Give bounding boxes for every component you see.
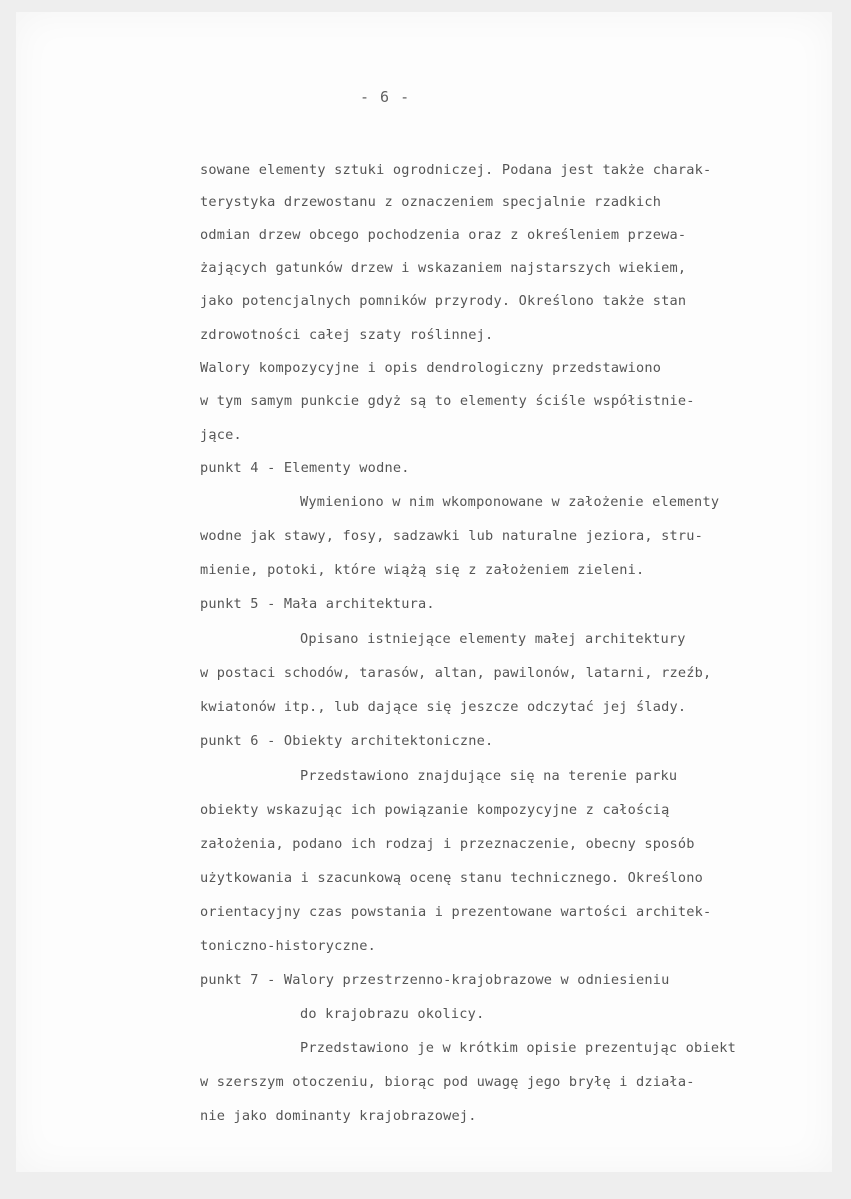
text-line: nie jako dominanty krajobrazowej. [200, 1108, 477, 1124]
text-line: toniczno-historyczne. [200, 938, 377, 954]
text-line: mienie, potoki, które wiążą się z założeniem zieleni. [200, 562, 645, 578]
text-line: założenia, podano ich rodzaj i przeznaczenie, obecny sposób [200, 836, 695, 852]
text-line: do krajobrazu okolicy. [300, 1006, 485, 1022]
section-heading-point-4: punkt 4 - Elementy wodne. [200, 460, 410, 476]
document-page [16, 12, 832, 1172]
text-line: orientacyjny czas powstania i prezentowane wartości architek- [200, 904, 712, 920]
page-number: - 6 - [360, 88, 411, 106]
text-line: użytkowania i szacunkową ocenę stanu technicznego. Określono [200, 870, 704, 886]
text-line: terystyka drzewostanu z oznaczeniem specjalnie rzadkich [200, 194, 662, 210]
text-line: Opisano istniejące elementy małej architektury [300, 631, 686, 647]
text-line: w szerszym otoczeniu, biorąc pod uwagę jego bryłę i działa- [200, 1074, 695, 1090]
text-line: w postaci schodów, tarasów, altan, pawilonów, latarni, rzeźb, [200, 665, 712, 681]
text-line: odmian drzew obcego pochodzenia oraz z określeniem przewa- [200, 227, 687, 243]
text-line: jako potencjalnych pomników przyrody. Określono także stan [200, 293, 687, 309]
section-heading-point-7: punkt 7 - Walory przestrzenno-krajobrazowe w odniesieniu [200, 972, 670, 988]
text-line: Przedstawiono znajdujące się na terenie parku [300, 768, 678, 784]
text-line: w tym samym punkcie gdyż są to elementy ściśle współistnie- [200, 393, 695, 409]
text-line: żających gatunków drzew i wskazaniem najstarszych wiekiem, [200, 260, 687, 276]
section-heading-point-6: punkt 6 - Obiekty architektoniczne. [200, 733, 494, 749]
text-line: jące. [200, 427, 242, 443]
text-line: Przedstawiono je w krótkim opisie prezentując obiekt [300, 1040, 736, 1056]
text-line: kwiatonów itp., lub dające się jeszcze odczytać jej ślady. [200, 699, 687, 715]
text-line: zdrowotności całej szaty roślinnej. [200, 327, 494, 343]
section-heading-point-5: punkt 5 - Mała architektura. [200, 596, 435, 612]
text-line: Walory kompozycyjne i opis dendrologiczny przedstawiono [200, 360, 662, 376]
text-line: sowane elementy sztuki ogrodniczej. Podana jest także charak- [200, 162, 712, 178]
text-line: obiekty wskazując ich powiązanie kompozycyjne z całością [200, 802, 670, 818]
text-line: Wymieniono w nim wkomponowane w założenie elementy [300, 494, 720, 510]
text-line: wodne jak stawy, fosy, sadzawki lub naturalne jeziora, stru- [200, 528, 704, 544]
